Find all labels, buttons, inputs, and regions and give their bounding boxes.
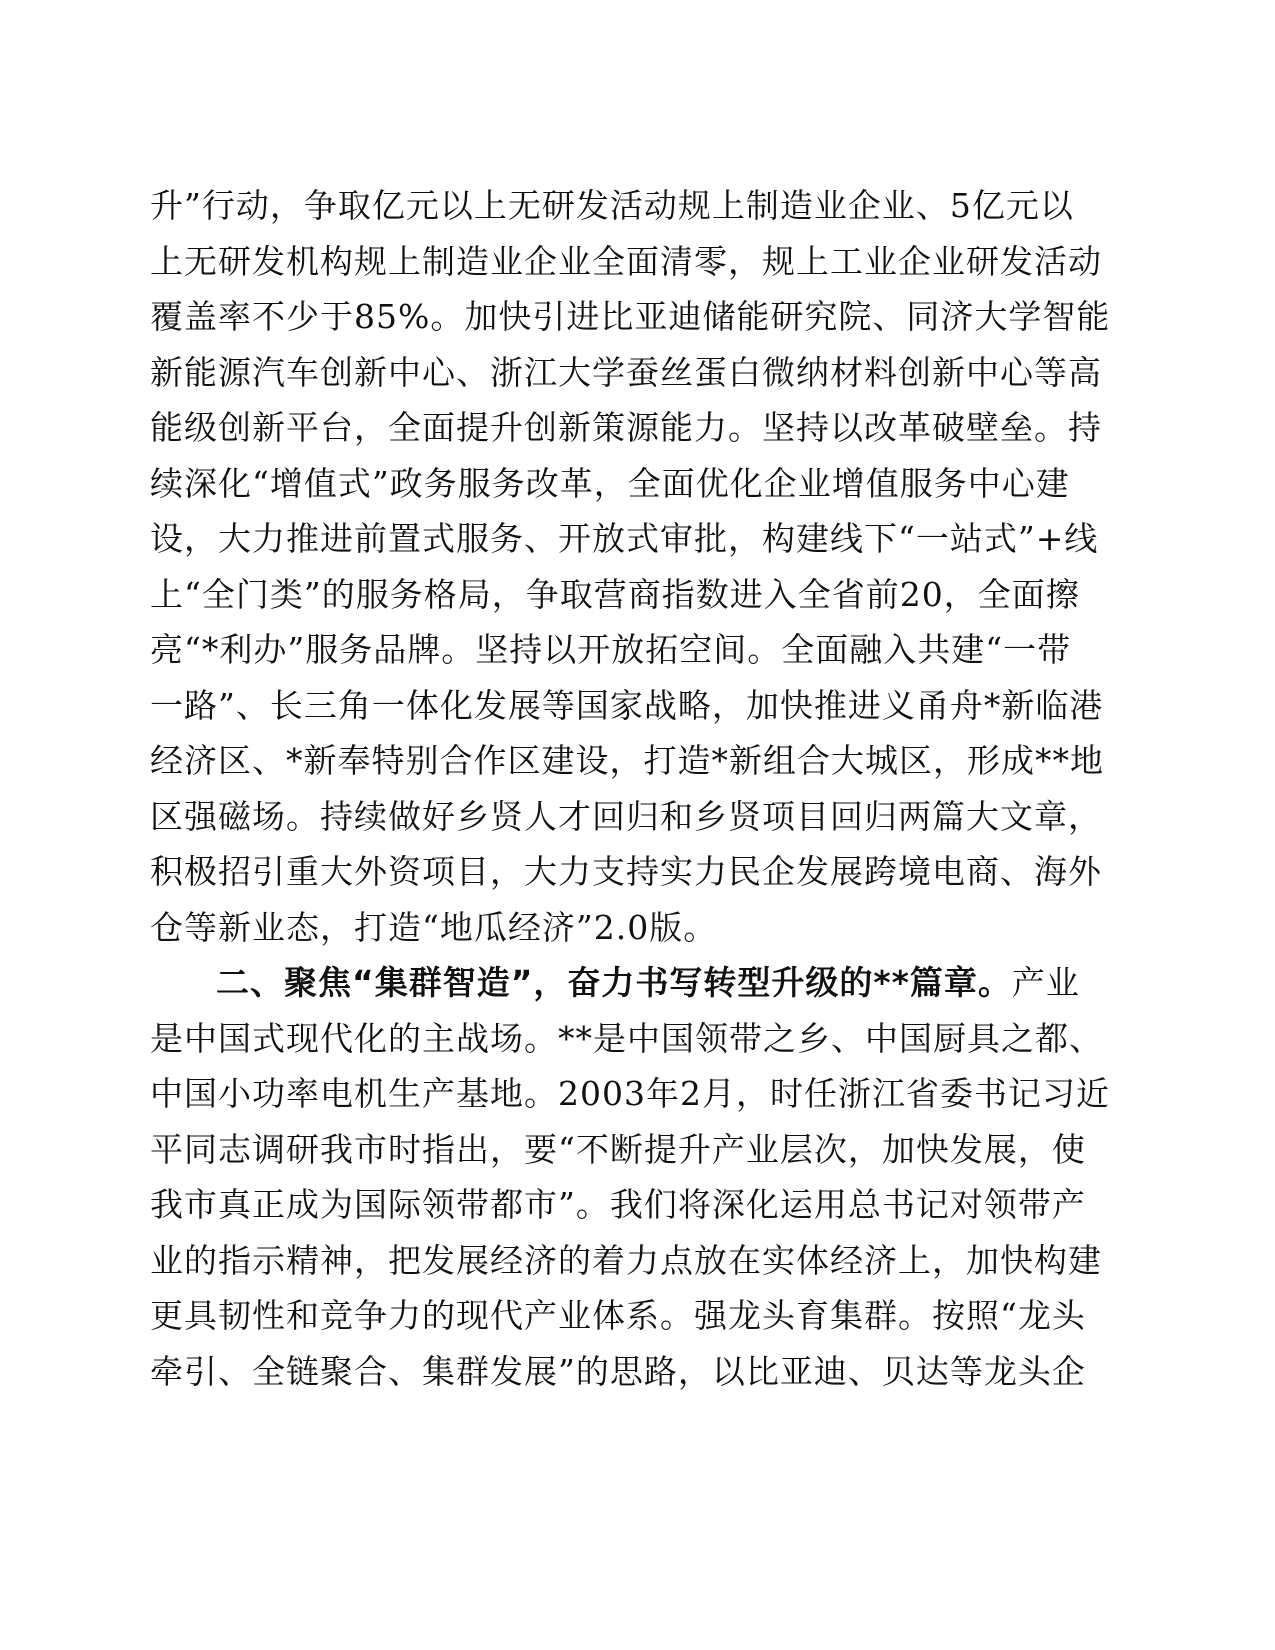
paragraph-line: 上“全门类”的服务格局，争取营商指数进入全省前20，全面擦 bbox=[150, 574, 1080, 614]
paragraph-line: 我市真正成为国际领带都市”。我们将深化运用总书记对领带产 bbox=[150, 1185, 1086, 1224]
heading-continuation: 产业 bbox=[1011, 963, 1080, 1002]
section-heading: 二、聚焦“集群智造”，奋力书写转型升级的**篇章。 bbox=[216, 963, 1012, 1002]
paragraph-line: 升”行动，争取亿元以上无研发活动规上制造业企业、5亿元以 bbox=[150, 186, 1074, 225]
paragraph-line: 经济区、*新奉特别合作区建设，打造*新组合大城区，形成**地 bbox=[150, 741, 1104, 780]
paragraph-line: 亮“*利办”服务品牌。坚持以开放拓空间。全面融入共建“一带 bbox=[150, 630, 1072, 669]
paragraph-line: 牵引、全链聚合、集群发展”的思路，以比亚迪、贝达等龙头企 bbox=[150, 1351, 1086, 1391]
paragraph-line: 业的指示精神，把发展经济的着力点放在实体经济上，加快构建 bbox=[150, 1240, 1102, 1280]
paragraph-line: 能级创新平台，全面提升创新策源能力。坚持以改革破壁垒。持 bbox=[150, 408, 1102, 447]
paragraph-2 bbox=[150, 955, 1110, 1399]
paragraph-line: 一路”、长三角一体化发展等国家战略，加快推进义甬舟*新临港 bbox=[150, 685, 1104, 725]
paragraph-line: 覆盖率不少于85%。加快引进比亚迪储能研究院、同济大学智能 bbox=[150, 297, 1111, 336]
paragraph-line: 更具韧性和竞争力的现代产业体系。强龙头育集群。按照“龙头 bbox=[150, 1296, 1086, 1335]
paragraph-line: 续深化“增值式”政务服务改革，全面优化企业增值服务中心建 bbox=[150, 463, 1070, 503]
document-body bbox=[150, 178, 1111, 1399]
paragraph-line: 仓等新业态，打造“地瓜经济”2.0版。 bbox=[150, 907, 718, 947]
paragraph-line: 积极招引重大外资项目，大力支持实力民企发展跨境电商、海外 bbox=[150, 852, 1102, 891]
paragraph-line: 中国小功率电机生产基地。2003年2月，时任浙江省委书记习近 bbox=[150, 1074, 1110, 1113]
paragraph-line: 新能源汽车创新中心、浙江大学蚕丝蛋白微纳材料创新中心等高 bbox=[150, 352, 1102, 392]
paragraph-line: 设，大力推进前置式服务、开放式审批，构建线下“一站式”+线 bbox=[150, 519, 1099, 558]
paragraph-line: 区强磁场。持续做好乡贤人才回归和乡贤项目回归两篇大文章， bbox=[150, 796, 1102, 836]
section-heading-line bbox=[150, 955, 1080, 1011]
paragraph-line: 平同志调研我市时指出，要“不断提升产业层次，加快发展，使 bbox=[150, 1129, 1086, 1169]
paragraph-line: 是中国式现代化的主战场。**是中国领带之乡、中国厨具之都、 bbox=[150, 1018, 1103, 1058]
paragraph-1 bbox=[150, 178, 1111, 955]
paragraph-line: 上无研发机构规上制造业企业全面清零，规上工业企业研发活动 bbox=[150, 241, 1102, 281]
